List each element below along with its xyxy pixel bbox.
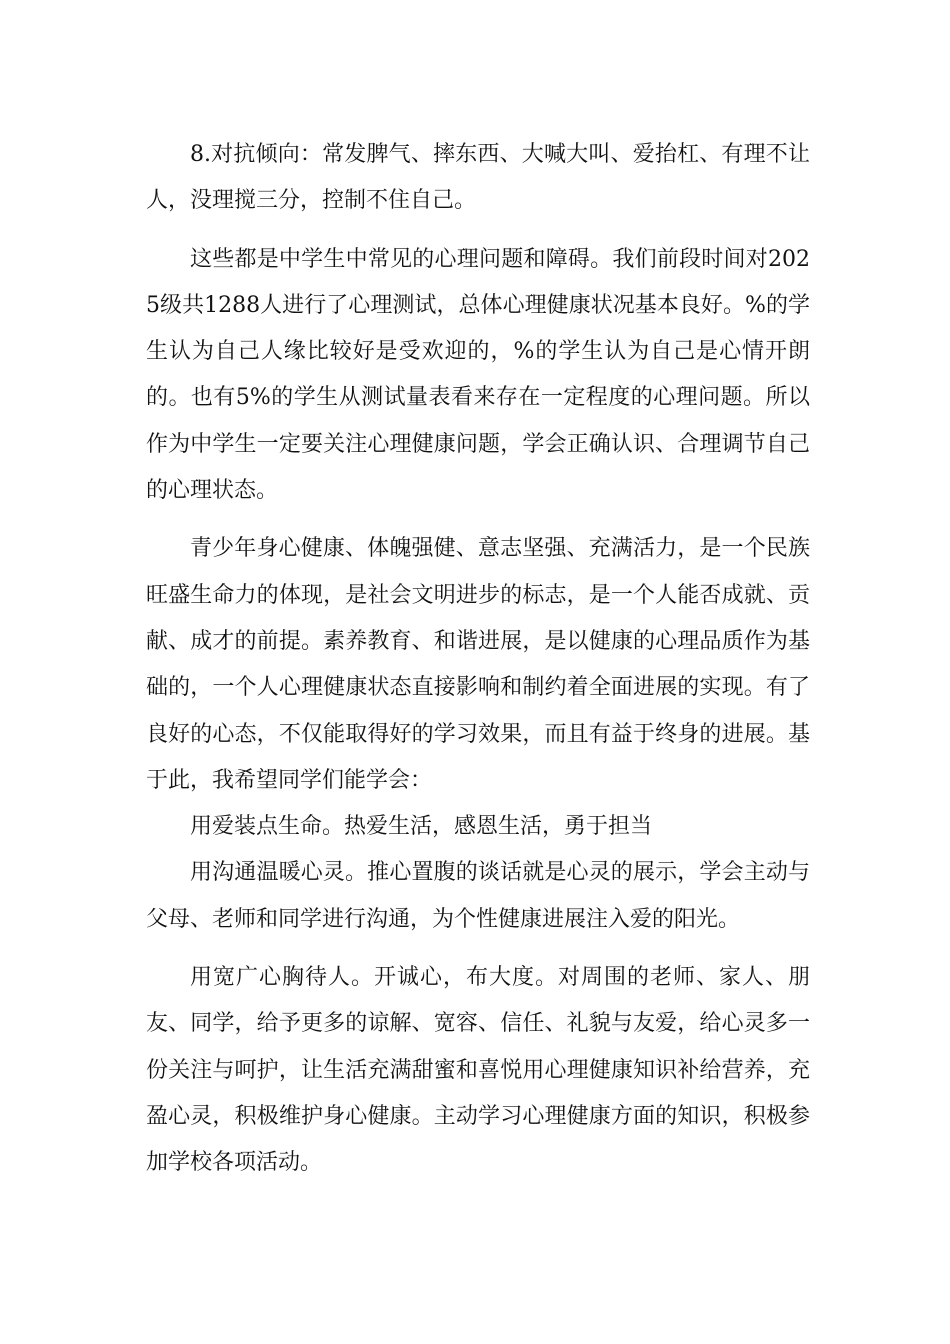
paragraph-survey-results: 这些都是中学生中常见的心理问题和障碍。我们前段时间对2025级共1288人进行了心理测试，总体心理健康状况基本良好。%的学生认为自己人缘比较好是受欢迎的，%的学生认为自己是心情开朗的。也有5%的学生从测试量表看来存在一定程度的心理问题。所以作为中学生一定要关注心理健康问题，学会正确认识、合理调节自己的心理状态。 [146, 246, 810, 504]
paragraph-youth-health: 青少年身心健康、体魄强健、意志坚强、充满活力，是一个民族旺盛生命力的体现，是社会文明进步的标志，是一个人能否成就、贡献、成才的前提。素养教育、和谐进展，是以健康的心理品质作为基础的，一个人心理健康状态直接影响和制约着全面进展的实现。有了良好的心态，不仅能取得好的学习效果，而且有益于终身的进展。基于此，我希望同学们能学会： [146, 536, 810, 793]
paragraph-love-life: 用爱装点生命。热爱生活，感恩生活，勇于担当 [190, 814, 653, 840]
paragraph-communication: 用沟通温暖心灵。推心置腹的谈话就是心灵的展示，学会主动与父母、老师和同学进行沟通，为个性健康进展注入爱的阳光。 [146, 860, 810, 932]
paragraph-confrontation-tendency: 8.对抗倾向：常发脾气、摔东西、大喊大叫、爱抬杠、有理不让人，没理搅三分，控制不住自己。 [146, 142, 810, 214]
paragraph-broad-mind: 用宽广心胸待人。开诚心，布大度。对周围的老师、家人、朋友、同学，给予更多的谅解、宽容、信任、礼貌与友爱，给心灵多一份关注与呵护，让生活充满甜蜜和喜悦用心理健康知识补给营养，充盈心灵，积极维护身心健康。主动学习心理健康方面的知识，积极参加学校各项活动。 [146, 965, 810, 1176]
body-text [146, 132, 810, 1187]
